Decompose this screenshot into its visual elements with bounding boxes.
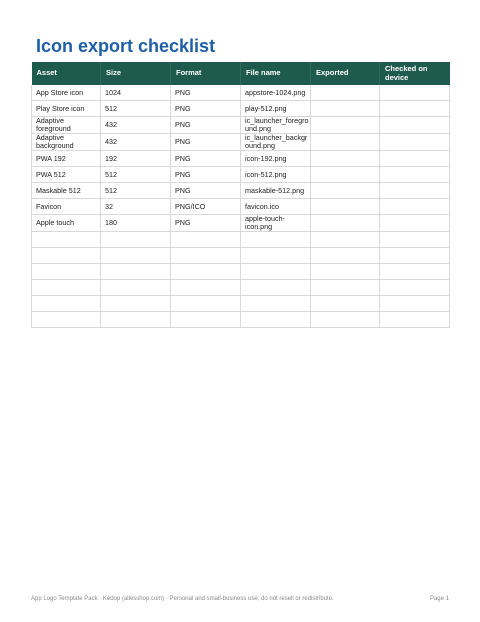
- table-row: [32, 151, 450, 167]
- exported-cell[interactable]: [311, 280, 380, 296]
- size-cell: [101, 280, 171, 296]
- format-cell: [171, 280, 241, 296]
- exported-cell[interactable]: [311, 85, 380, 101]
- table-body: [32, 85, 450, 328]
- asset-cell: Maskable 512: [32, 183, 101, 199]
- checked-on-device-cell[interactable]: [380, 199, 450, 215]
- checked-on-device-cell[interactable]: [380, 183, 450, 199]
- format-cell: PNG: [171, 215, 241, 232]
- format-cell: PNG: [171, 183, 241, 199]
- size-cell: 192: [101, 151, 171, 167]
- exported-cell[interactable]: [311, 199, 380, 215]
- exported-cell[interactable]: [311, 296, 380, 312]
- format-cell: PNG: [171, 167, 241, 183]
- size-cell: [101, 232, 171, 248]
- table-row: [32, 232, 450, 248]
- exported-cell[interactable]: [311, 151, 380, 167]
- asset-cell: [32, 312, 101, 328]
- file-name-cell: icon-512.png: [241, 167, 311, 183]
- format-cell: [171, 312, 241, 328]
- asset-cell: Play Store icon: [32, 101, 101, 117]
- file-name-cell: favicon.ico: [241, 199, 311, 215]
- checked-on-device-cell[interactable]: [380, 117, 450, 134]
- size-cell: [101, 248, 171, 264]
- icon-checklist-table: [31, 62, 450, 328]
- format-cell: PNG: [171, 101, 241, 117]
- asset-cell: PWA 512: [32, 167, 101, 183]
- file-name-cell: maskable-512.png: [241, 183, 311, 199]
- footer-license-note: App Logo Template Pack · Kedop (allesshop.com) · Personal and small-business use; do not resell or redistribute.: [31, 596, 334, 602]
- page-title: Icon export checklist: [36, 36, 216, 56]
- checked-on-device-cell[interactable]: [380, 232, 450, 248]
- asset-cell: Apple touch: [32, 215, 101, 232]
- file-name-cell: ic_launcher_background.png: [241, 134, 311, 151]
- checked-on-device-cell[interactable]: [380, 264, 450, 280]
- exported-cell[interactable]: [311, 215, 380, 232]
- asset-cell: App Store icon: [32, 85, 101, 101]
- table-row: [32, 117, 450, 134]
- format-cell: PNG: [171, 85, 241, 101]
- size-cell: [101, 312, 171, 328]
- column-header-file-name: File name: [241, 62, 311, 85]
- column-header-size: Size: [101, 62, 171, 85]
- table-row: [32, 183, 450, 199]
- table-row: [32, 296, 450, 312]
- exported-cell[interactable]: [311, 264, 380, 280]
- table-row: [32, 215, 450, 232]
- checked-on-device-cell[interactable]: [380, 296, 450, 312]
- file-name-cell: [241, 264, 311, 280]
- format-cell: PNG: [171, 151, 241, 167]
- file-name-cell: [241, 232, 311, 248]
- size-cell: 512: [101, 183, 171, 199]
- table-header-row: [32, 62, 450, 85]
- file-name-cell: [241, 312, 311, 328]
- file-name-cell: [241, 280, 311, 296]
- checked-on-device-cell[interactable]: [380, 101, 450, 117]
- column-header-asset: Asset: [32, 62, 101, 85]
- size-cell: 180: [101, 215, 171, 232]
- exported-cell[interactable]: [311, 312, 380, 328]
- file-name-cell: play-512.png: [241, 101, 311, 117]
- file-name-cell: icon-192.png: [241, 151, 311, 167]
- checked-on-device-cell[interactable]: [380, 248, 450, 264]
- size-cell: [101, 296, 171, 312]
- format-cell: [171, 264, 241, 280]
- format-cell: PNG: [171, 134, 241, 151]
- checked-on-device-cell[interactable]: [380, 215, 450, 232]
- column-header-checked-on-device: Checked on device: [380, 62, 450, 85]
- asset-cell: [32, 248, 101, 264]
- size-cell: 1024: [101, 85, 171, 101]
- asset-cell: [32, 232, 101, 248]
- file-name-cell: appstore-1024.png: [241, 85, 311, 101]
- exported-cell[interactable]: [311, 101, 380, 117]
- exported-cell[interactable]: [311, 183, 380, 199]
- format-cell: [171, 232, 241, 248]
- asset-cell: Favicon: [32, 199, 101, 215]
- exported-cell[interactable]: [311, 248, 380, 264]
- table-row: [32, 248, 450, 264]
- asset-cell: Adaptive foreground: [32, 117, 101, 134]
- asset-cell: Adaptive background: [32, 134, 101, 151]
- column-header-format: Format: [171, 62, 241, 85]
- file-name-cell: [241, 296, 311, 312]
- exported-cell[interactable]: [311, 232, 380, 248]
- table-row: [32, 264, 450, 280]
- size-cell: 32: [101, 199, 171, 215]
- checked-on-device-cell[interactable]: [380, 167, 450, 183]
- exported-cell[interactable]: [311, 117, 380, 134]
- format-cell: PNG: [171, 117, 241, 134]
- asset-cell: PWA 192: [32, 151, 101, 167]
- table-row: [32, 85, 450, 101]
- table-row: [32, 134, 450, 151]
- file-name-cell: ic_launcher_foreground.png: [241, 117, 311, 134]
- format-cell: [171, 296, 241, 312]
- file-name-cell: [241, 248, 311, 264]
- size-cell: 512: [101, 101, 171, 117]
- checked-on-device-cell[interactable]: [380, 85, 450, 101]
- asset-cell: [32, 264, 101, 280]
- footer-page-number: Page 1: [429, 596, 449, 602]
- checked-on-device-cell[interactable]: [380, 134, 450, 151]
- asset-cell: [32, 296, 101, 312]
- size-cell: 512: [101, 167, 171, 183]
- column-header-exported: Exported: [311, 62, 380, 85]
- file-name-cell: apple-touch-icon.png: [241, 215, 311, 232]
- format-cell: PNG/ICO: [171, 199, 241, 215]
- table-row: [32, 101, 450, 117]
- table-row: [32, 280, 450, 296]
- table-row: [32, 312, 450, 328]
- exported-cell[interactable]: [311, 167, 380, 183]
- checked-on-device-cell[interactable]: [380, 280, 450, 296]
- size-cell: 432: [101, 134, 171, 151]
- asset-cell: [32, 280, 101, 296]
- size-cell: 432: [101, 117, 171, 134]
- size-cell: [101, 264, 171, 280]
- table-row: [32, 167, 450, 183]
- exported-cell[interactable]: [311, 134, 380, 151]
- format-cell: [171, 248, 241, 264]
- table-row: [32, 199, 450, 215]
- checked-on-device-cell[interactable]: [380, 151, 450, 167]
- checked-on-device-cell[interactable]: [380, 312, 450, 328]
